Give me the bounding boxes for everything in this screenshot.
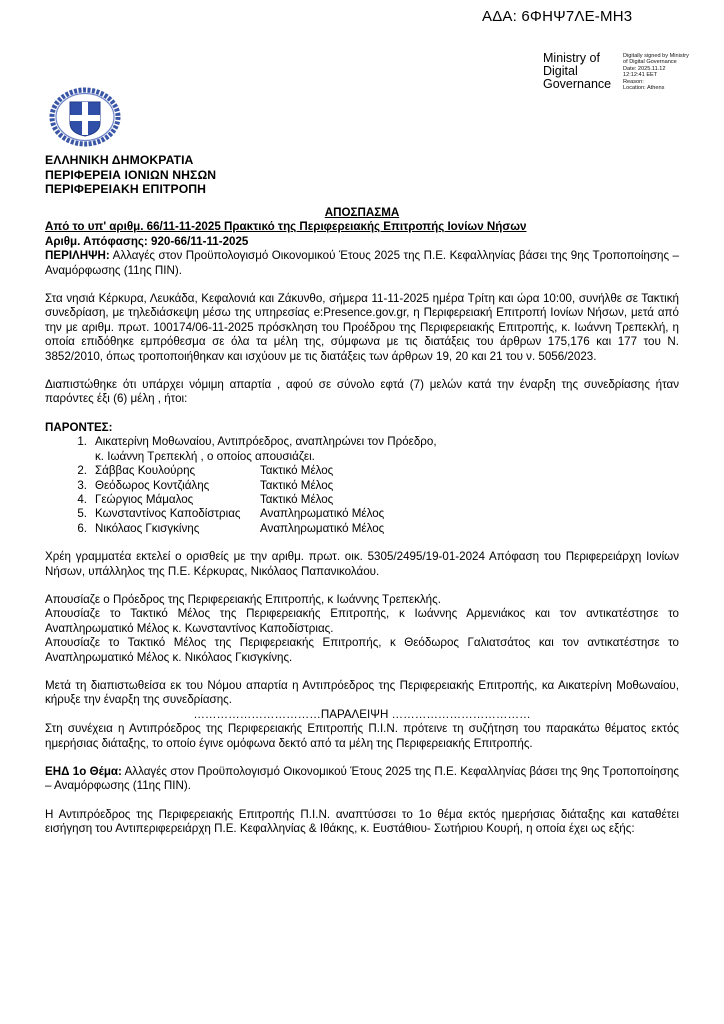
member-number: 5. (77, 507, 87, 521)
document-body (45, 206, 679, 837)
member-role: Τακτικό Μέλος (260, 478, 334, 492)
topic-paragraph (45, 765, 679, 794)
member-continuation: κ. Ιωάννη Τρεπεκλή , ο οποίος απουσιάζει. (95, 449, 315, 463)
document-title: ΑΠΟΣΠΑΣΜΑ (324, 206, 400, 219)
intro-paragraph: Στα νησιά Κέρκυρα, Λευκάδα, Κεφαλονιά και Ζάκυνθο, σήμερα 11-11-2025 ημέρα Τρίτη και ώρα 10:00, συνήλθε σε Τακτική συνεδρίαση, με τηλεδιάσκεψη μέσω της υπηρεσίας e:Presence.gov.gr, η Περιφερειακή Επιτροπή Ιονίων Νήσων, μετά από την με αριθμ. πρωτ. 100174/06-11-2025 πρόσκληση του Προέδρου της Περιφερειακής Επιτροπής, κ. Ιωάννη Τρεπεκλή, η οποία επιδόθηκε εμπρόθεσμα σε όλα τα μέλη της, σύμφωνα με τις διατάξεις του άρθρων 175,176 και 177 του Ν. 3852/2010, όπως τροποποιήθηκαν και ισχύουν με τις διατάξεις των άρθρων 19, 20 και 21 του ν. 5056/2023. (45, 292, 679, 363)
signature-meta-line: Digitally signed by Ministry (623, 53, 689, 59)
member-role: Αναπληρωματικό Μέλος (260, 521, 385, 535)
decision-number: Αριθμ. Απόφασης: 920-66/11-11-2025 (45, 234, 249, 248)
signer-line: Digital (543, 64, 578, 78)
summary (45, 249, 679, 278)
signer-line: Ministry of (543, 51, 600, 65)
org-line: ΕΛΛΗΝΙΚΗ ΔΗΜΟΚΡΑΤΙΑ (45, 153, 194, 167)
member-item (45, 479, 679, 493)
secretary-paragraph: Χρέη γραμματέα εκτελεί ο ορισθείς με την αριθμ. πρωτ. οικ. 5305/2495/19-01-2024 Απόφαση του Περιφερειάρχη Ιονίων Νήσων, υπάλληλος της Π.Ε. Κέρκυρας, Νικόλαος Παπανικολάου. (45, 550, 679, 578)
member-item-continuation (45, 450, 679, 464)
signer-line: Governance (543, 77, 612, 91)
member-item (45, 522, 679, 536)
member-role: Τακτικό Μέλος (260, 492, 334, 506)
member-name: Κωνσταντίνος Καποδίστριας (95, 507, 241, 521)
topic-text: Αλλαγές στον Προϋπολογισμό Οικονομικού Έτους 2025 της Π.Ε. Κεφαλληνίας βάσει της 9ης Τροποποίησης – Αναμόρφωσης (11ης ΠΙΝ). (45, 765, 679, 793)
summary-text: Αλλαγές στον Προϋπολογισμό Οικονομικού Έτους 2025 της Π.Ε. Κεφαλληνίας βάσει της 9ης Τροποποίησης – Αναμόρφωσης (11ης ΠΙΝ). (45, 249, 679, 277)
closing-paragraph: Η Αντιπρόεδρος της Περιφερειακής Επιτροπής Π.Ι.Ν. αναπτύσσει το 1ο θέμα εκτός ημερήσιας διάταξης και καταθέτει εισήγηση του Αντιπεριφερειάρχη Π.Ε. Κεφαλληνίας & Ιθάκης, κ. Ευστάθιου- Σωτήριου Κουρή, η οποία έχει ως εξής: (45, 807, 679, 836)
member-role: Αναπληρωματικό Μέλος (260, 507, 385, 521)
greek-coat-of-arms-icon (49, 87, 121, 147)
signature-meta-line: of Digital Governance (623, 59, 677, 66)
absence-paragraph: Απουσίαζε το Τακτικό Μέλος της Περιφερειακής Επιτροπής, κ Θεόδωρος Γαλιατσάτος και τον αντικατέστησε το Αναπληρωματικό Μέλος κ. Νικόλαος Γκισγκίνης. (45, 636, 679, 664)
member-number: 4. (77, 492, 87, 506)
member-name: Νικόλαος Γκισγκίνης (95, 521, 200, 535)
member-role: Τακτικό Μέλος (260, 464, 334, 478)
topic-label: ΕΗΔ 1ο Θέμα: (45, 765, 122, 778)
member-item (45, 507, 679, 521)
member-number: 3. (77, 478, 87, 492)
document-subtitle: Από το υπ' αριθμ. 66/11-11-2025 Πρακτικό της Περιφερειακής Επιτροπής Ιονίων Νήσων (45, 220, 527, 234)
member-name: Αικατερίνη Μοθωναίου, Αντιπρόεδρος, αναπληρώνει τον Πρόεδρο, (95, 435, 437, 449)
ada-code: ΑΔΑ: 6ΦΗΨ7ΛΕ-ΜΗ3 (482, 8, 633, 25)
signature-meta-line: 12:12:41 EET (623, 72, 658, 79)
member-item (45, 493, 679, 507)
proposal-paragraph: Στη συνέχεια η Αντιπρόεδρος της Περιφερειακής Επιτροπής Π.Ι.Ν. πρότεινε τη συζήτηση του παρακάτω θέματος εκτός ημερήσιας διάταξης, το οποίο έγινε ομόφωνα δεκτό από τα μέλη της Περιφερειακής Επιτροπής. (45, 722, 679, 750)
summary-label: ΠΕΡΙΛΗΨΗ: (45, 249, 110, 263)
members-list (45, 435, 679, 536)
digital-signature (543, 52, 713, 91)
signature-meta-line: Date: 2025.11.12 (623, 65, 666, 72)
member-number: 2. (77, 464, 87, 478)
signature-meta (623, 52, 713, 91)
member-name: Θεόδωρος Κοντζιάλης (95, 478, 210, 492)
member-number: 1. (77, 435, 87, 449)
org-line: ΠΕΡΙΦΕΡΕΙΑΚΗ ΕΠΙΤΡΟΠΗ (45, 182, 207, 197)
organization-header (45, 153, 216, 197)
org-line: ΠΕΡΙΦΕΡΕΙΑ ΙΟΝΙΩΝ ΝΗΣΩΝ (45, 167, 217, 182)
member-item (45, 464, 679, 478)
absence-paragraph: Απουσίαζε ο Πρόεδρος της Περιφερειακής Επιτροπής, κ Ιωάννης Τρεπεκλής. (45, 592, 441, 606)
signature-meta-line: Location: Athens (623, 85, 665, 92)
absence-paragraph: Απουσίαζε το Τακτικό Μέλος της Περιφερειακής Επιτροπής, κ Ιωάννης Αρμενιάκος και τον αντικατέστησε το Αναπληρωματικό Μέλος κ. Κωνσταντίνος Καποδίστριας. (45, 607, 679, 635)
signature-signer (543, 52, 619, 91)
opening-paragraph: Μετά τη διαπιστωθείσα εκ του Νόμου απαρτία η Αντιπρόεδρος της Περιφερειακής Επιτροπής, κα Αικατερίνη Μοθωναίου, κήρυξε την έναρξη της συνεδρίασης. (45, 678, 679, 707)
member-number: 6. (77, 521, 87, 535)
member-name: Σάββας Κουλούρης (95, 464, 196, 478)
member-name: Γεώργιος Μάμαλος (95, 492, 194, 506)
quorum-paragraph: Διαπιστώθηκε ότι υπάρχει νόμιμη απαρτία , αφού σε σύνολο εφτά (7) μελών κατά την έναρξη της συνεδρίασης ήταν παρόντες έξι (6) μέλη , ήτοι: (45, 378, 679, 406)
omission-marker: ……………………………ΠΑΡΑΛΕΙΨΗ ……………………………… (193, 707, 531, 721)
signature-meta-line: Reason: (623, 78, 644, 85)
present-label: ΠΑΡΟΝΤΕΣ: (45, 420, 113, 434)
member-item (45, 435, 679, 449)
